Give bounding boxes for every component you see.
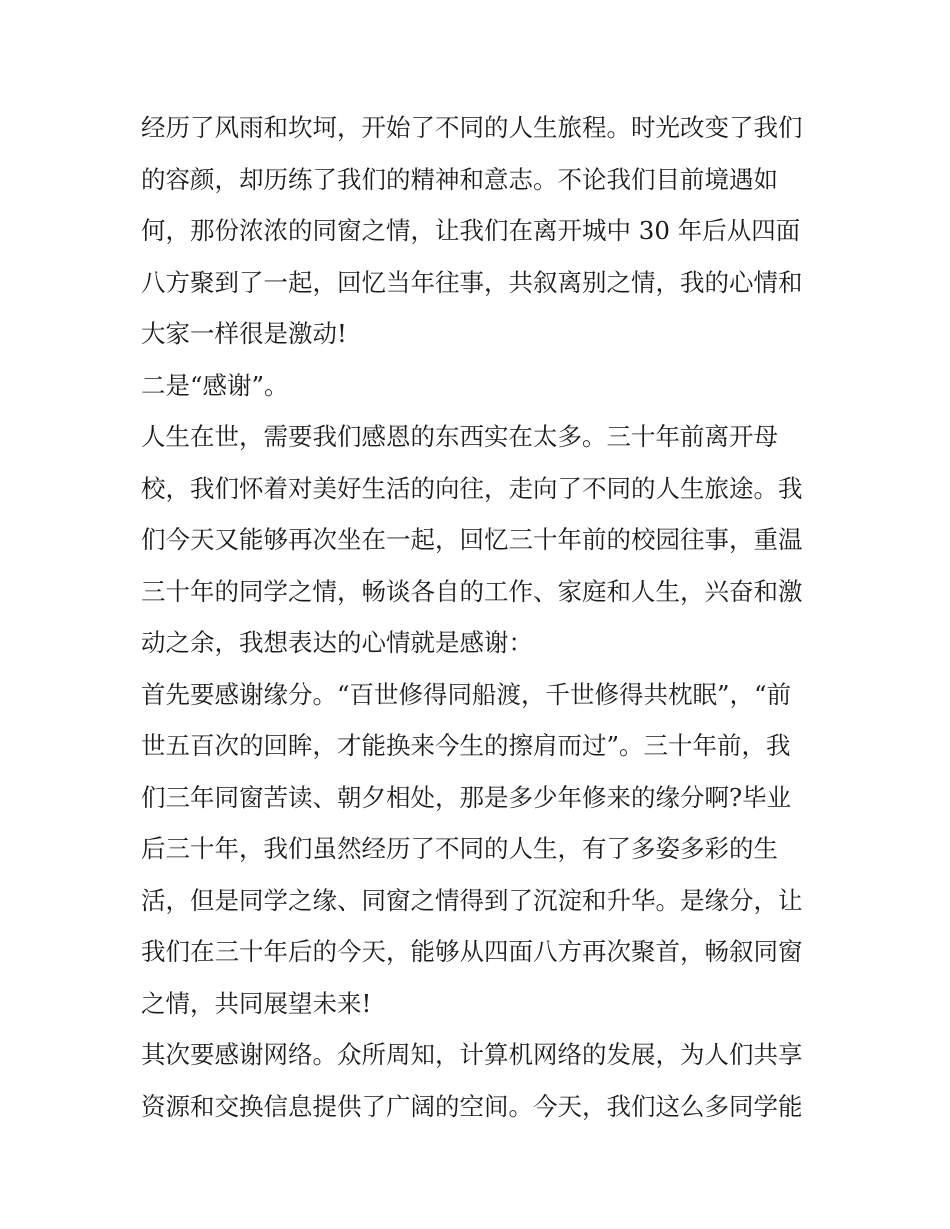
text-line: 人生在世，需要我们感恩的东西实在太多。三十年前离开母 [141,422,778,451]
text-line: 资源和交换信息提供了广阔的空间。今天，我们这么多同学能 [141,1091,803,1121]
text-line: 八方聚到了一起，回忆当年往事，共叙离别之情，我的心情和 [141,267,803,297]
body-text [141,102,821,1132]
text-line: 校，我们怀着对美好生活的向往，走向了不同的人生旅途。我 [141,473,803,503]
text-line: 世五百次的回眸，才能换来今生的擦肩而过”。三十年前，我 [141,731,791,760]
text-line: 后三十年，我们虽然经历了不同的人生，有了多姿多彩的生 [141,834,778,863]
text-line: 我们在三十年后的今天，能够从四面八方再次聚首，畅叙同窗 [141,937,803,966]
text-line: 的容颜，却历练了我们的精神和意志。不论我们目前境遇如 [141,164,778,194]
text-line: 动之余，我想表达的心情就是感谢： [141,628,533,657]
text-line: 首先要感谢缘分。“百世修得同船渡，千世修得共枕眠”，“前 [141,679,792,709]
text-line: 之情，共同展望未来! [141,988,372,1018]
text-line: 活，但是同学之缘、同窗之情得到了沉淀和升华。是缘分，让 [141,885,803,915]
text-line: 们今天又能够再次坐在一起，回忆三十年前的校园往事，重温 [141,525,803,554]
text-line: 其次要感谢网络。众所周知，计算机网络的发展，为人们共享 [141,1040,803,1069]
text-line: 们三年同窗苦读、朝夕相处，那是多少年修来的缘分啊?毕业 [141,782,792,812]
text-line: 经历了风雨和坎坷，开始了不同的人生旅程。时光改变了我们 [141,113,803,142]
text-line: 三十年的同学之情，畅谈各自的工作、家庭和人生，兴奋和激 [141,576,803,606]
text-line: 何，那份浓浓的同窗之情，让我们在离开城中 30 年后从四面 [141,216,801,245]
text-line: 大家一样很是激动! [141,319,347,348]
section-heading: 二是“感谢”。 [141,370,289,400]
